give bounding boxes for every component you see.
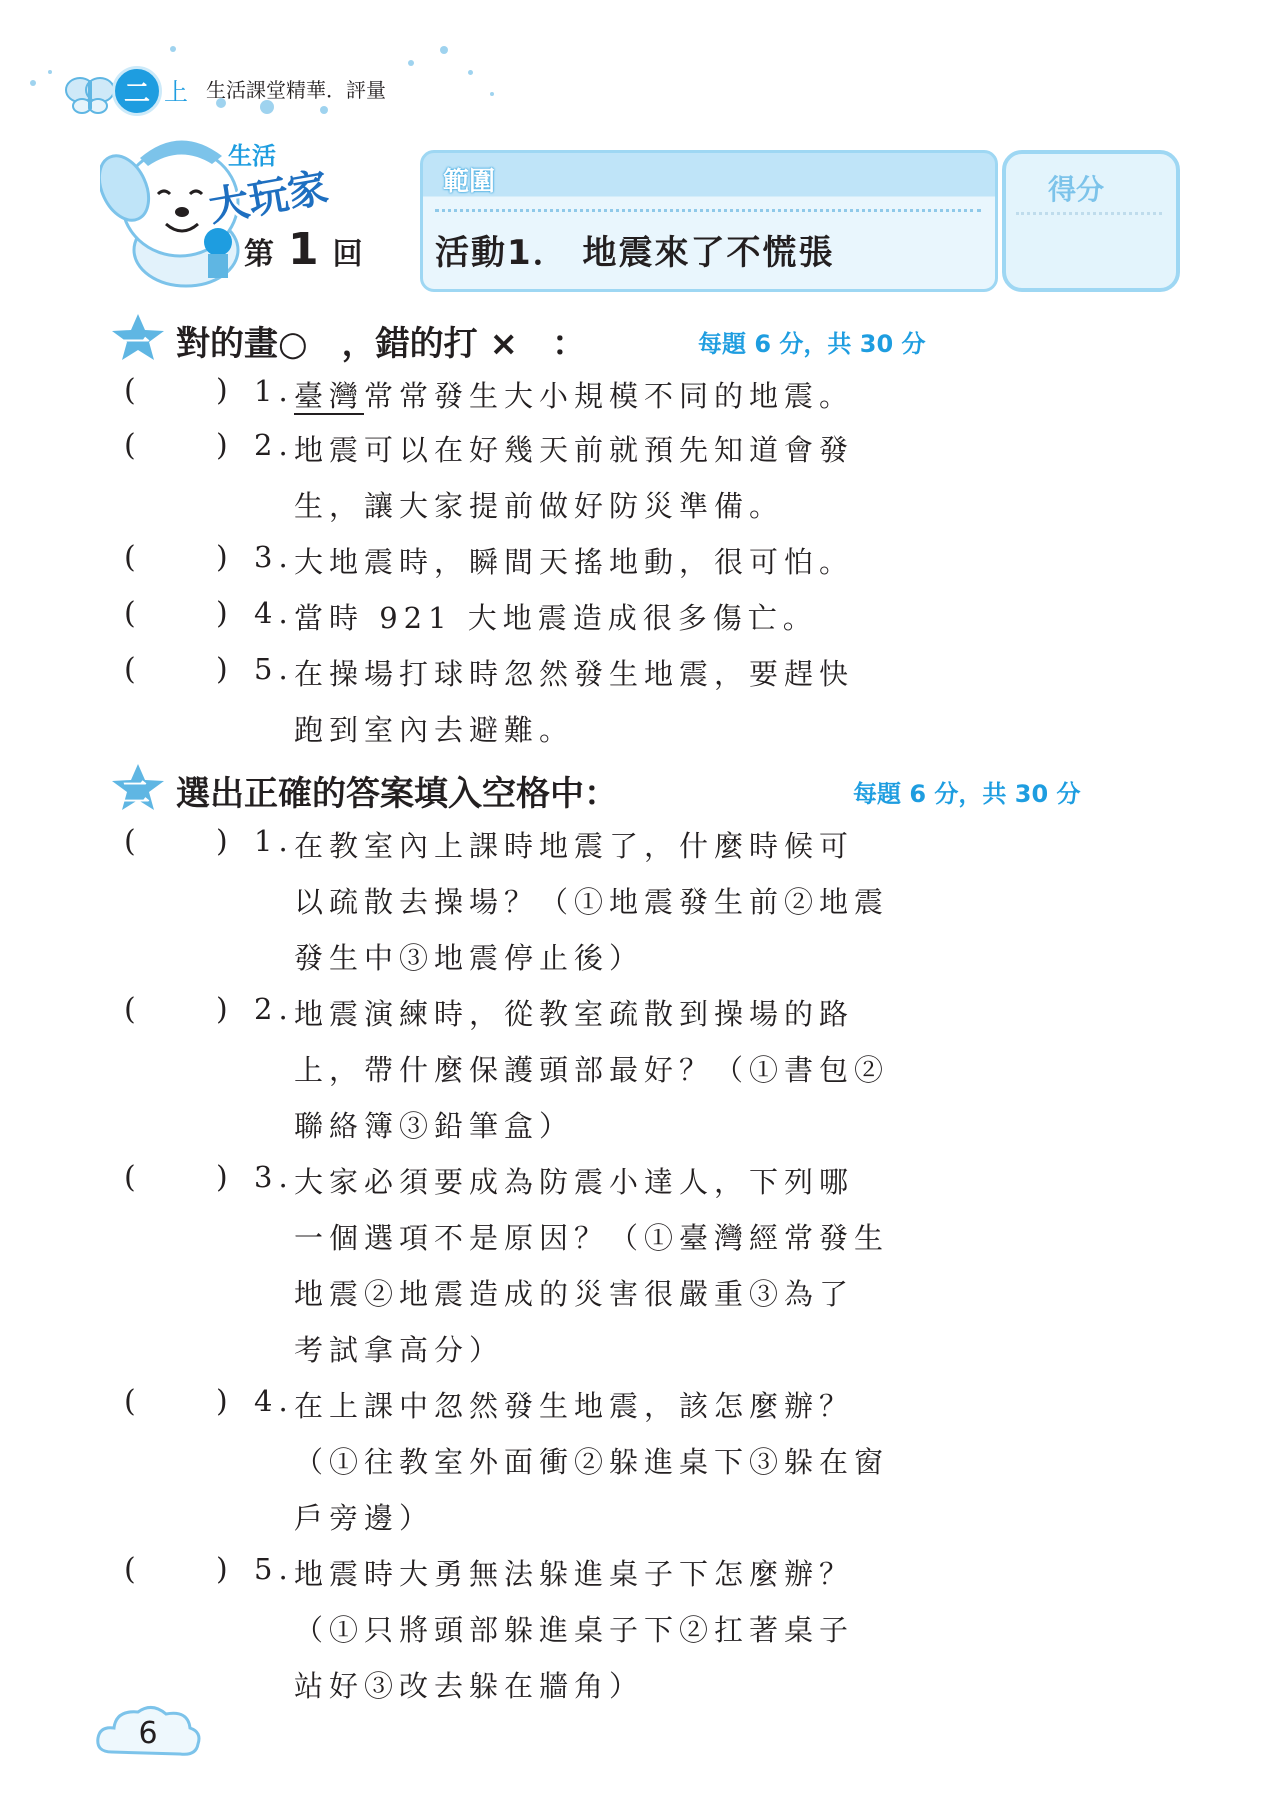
decor-dot	[170, 46, 176, 52]
grade-term: 上	[164, 78, 188, 106]
question-2-2-line-3: 聯絡簿③鉛筆盒）	[294, 1109, 575, 1143]
round-indicator	[220, 224, 444, 280]
answer-paren-open: (	[124, 373, 136, 408]
answer-paren-close: )	[216, 1552, 228, 1587]
question-2-1-line-1: 在教室內上課時地震了，什麼時候可	[294, 829, 855, 863]
decor-dot	[320, 106, 328, 114]
question-2-3-line-2: 一個選項不是原因？（①臺灣經常發生	[294, 1221, 890, 1255]
question-2-3-line-3: 地震②地震造成的災害很嚴重③為了	[294, 1277, 855, 1311]
answer-paren-open: (	[124, 1160, 136, 1195]
section-2-title: 選出正確的答案填入空格中：	[176, 774, 618, 814]
answer-paren-open: (	[124, 652, 136, 687]
question-1-2-line-1: 地震可以在好幾天前就預先知道會發	[294, 433, 855, 467]
question-2-5-line-3: 站好③改去躲在牆角）	[294, 1669, 645, 1703]
answer-paren-close: )	[216, 1160, 228, 1195]
question-1-4-number: 4.	[254, 596, 294, 630]
round-prefix: 第	[244, 237, 274, 272]
question-1-5-line-1: 在操場打球時忽然發生地震，要趕快	[294, 657, 855, 691]
decor-dot	[408, 60, 414, 66]
question-1-2-line-2: 生，讓大家提前做好防災準備。	[294, 489, 785, 523]
underlined-term: 臺灣	[294, 379, 365, 413]
question-2-3-line-4: 考試拿高分）	[294, 1333, 505, 1367]
question-2-3-line-1: 大家必須要成為防震小達人，下列哪	[294, 1165, 855, 1199]
answer-paren-close: )	[216, 373, 228, 408]
top-header	[20, 40, 540, 120]
question-2-3-number: 3.	[254, 1160, 294, 1194]
question-2-4-line-3: 戶旁邊）	[294, 1501, 435, 1535]
round-number: 1	[288, 224, 319, 275]
answer-paren-close: )	[216, 652, 228, 687]
answer-paren-open: (	[124, 1552, 136, 1587]
question-2-5-line-1: 地震時大勇無法躲進桌子下怎麼辦？	[294, 1557, 855, 1591]
question-2-2-number: 2.	[254, 992, 294, 1026]
question-1-3-number: 3.	[254, 540, 294, 574]
question-1-1-line-1: 臺灣常常發生大小規模不同的地震。	[294, 379, 855, 413]
section-1-score: 每題 6 分，共 30 分	[698, 330, 926, 358]
decor-dot	[48, 70, 52, 74]
question-2-4-line-2: （①往教室外面衝②躲進桌下③躲在窗	[294, 1445, 890, 1479]
scope-bar	[420, 150, 998, 292]
answer-paren-close: )	[216, 1384, 228, 1419]
decor-dot	[30, 80, 36, 86]
question-1-5-number: 5.	[254, 652, 294, 686]
page-number: 6	[138, 1716, 158, 1751]
game-title	[198, 132, 428, 232]
answer-paren-close: )	[216, 824, 228, 859]
section-1-title: 對的畫○ ，錯的打 × ：	[176, 324, 586, 364]
question-1-2-number: 2.	[254, 428, 294, 462]
grade-badge: 二	[112, 66, 162, 116]
section-1-number: 一	[120, 326, 150, 361]
question-2-4-line-1: 在上課中忽然發生地震，該怎麼辦？	[294, 1389, 855, 1423]
answer-paren-open: (	[124, 992, 136, 1027]
game-title-small: 生活	[228, 142, 276, 170]
score-label: 得分	[1048, 173, 1105, 206]
answer-paren-open: (	[124, 1384, 136, 1419]
answer-paren-open: (	[124, 540, 136, 575]
book-title: 生活課堂精華．評量	[206, 78, 386, 102]
answer-paren-close: )	[216, 992, 228, 1027]
answer-paren-close: )	[216, 540, 228, 575]
answer-paren-open: (	[124, 428, 136, 463]
question-2-5-line-2: （①只將頭部躲進桌子下②扛著桌子	[294, 1613, 855, 1647]
question-2-4-number: 4.	[254, 1384, 294, 1418]
scope-label: 範圍	[443, 167, 496, 197]
answer-paren-close: )	[216, 428, 228, 463]
question-2-1-number: 1.	[254, 824, 294, 858]
question-1-1-number: 1.	[254, 374, 294, 408]
decor-dot	[440, 46, 448, 54]
score-divider	[1016, 212, 1162, 215]
question-2-2-line-1: 地震演練時，從教室疏散到操場的路	[294, 997, 855, 1031]
question-2-1-line-3: 發生中③地震停止後）	[294, 941, 645, 975]
answer-paren-open: (	[124, 824, 136, 859]
question-2-2-line-2: 上，帶什麼保護頭部最好？（①書包②	[294, 1053, 890, 1087]
scope-text: 活動1． 地震來了不慌張	[435, 233, 835, 273]
section-2-score: 每題 6 分，共 30 分	[853, 780, 1081, 808]
question-2-1-line-2: 以疏散去操場？（①地震發生前②地震	[294, 885, 890, 919]
decor-dot	[490, 92, 494, 96]
page-number-cloud	[92, 1702, 204, 1764]
answer-paren-open: (	[124, 596, 136, 631]
round-suffix: 回	[332, 237, 363, 272]
section-2-number: 二	[120, 776, 150, 811]
decor-dot	[468, 70, 473, 75]
butterfly-icon	[64, 74, 116, 114]
answer-paren-close: )	[216, 596, 228, 631]
question-1-4-line-1: 當時 921 大地震造成很多傷亡。	[294, 601, 818, 635]
game-title-big: 大玩家	[205, 164, 332, 232]
question-2-5-number: 5.	[254, 1552, 294, 1586]
scope-divider	[435, 209, 981, 212]
question-1-3-line-1: 大地震時，瞬間天搖地動，很可怕。	[294, 545, 855, 579]
question-1-5-line-2: 跑到室內去避難。	[294, 713, 575, 747]
score-box	[1002, 150, 1180, 292]
